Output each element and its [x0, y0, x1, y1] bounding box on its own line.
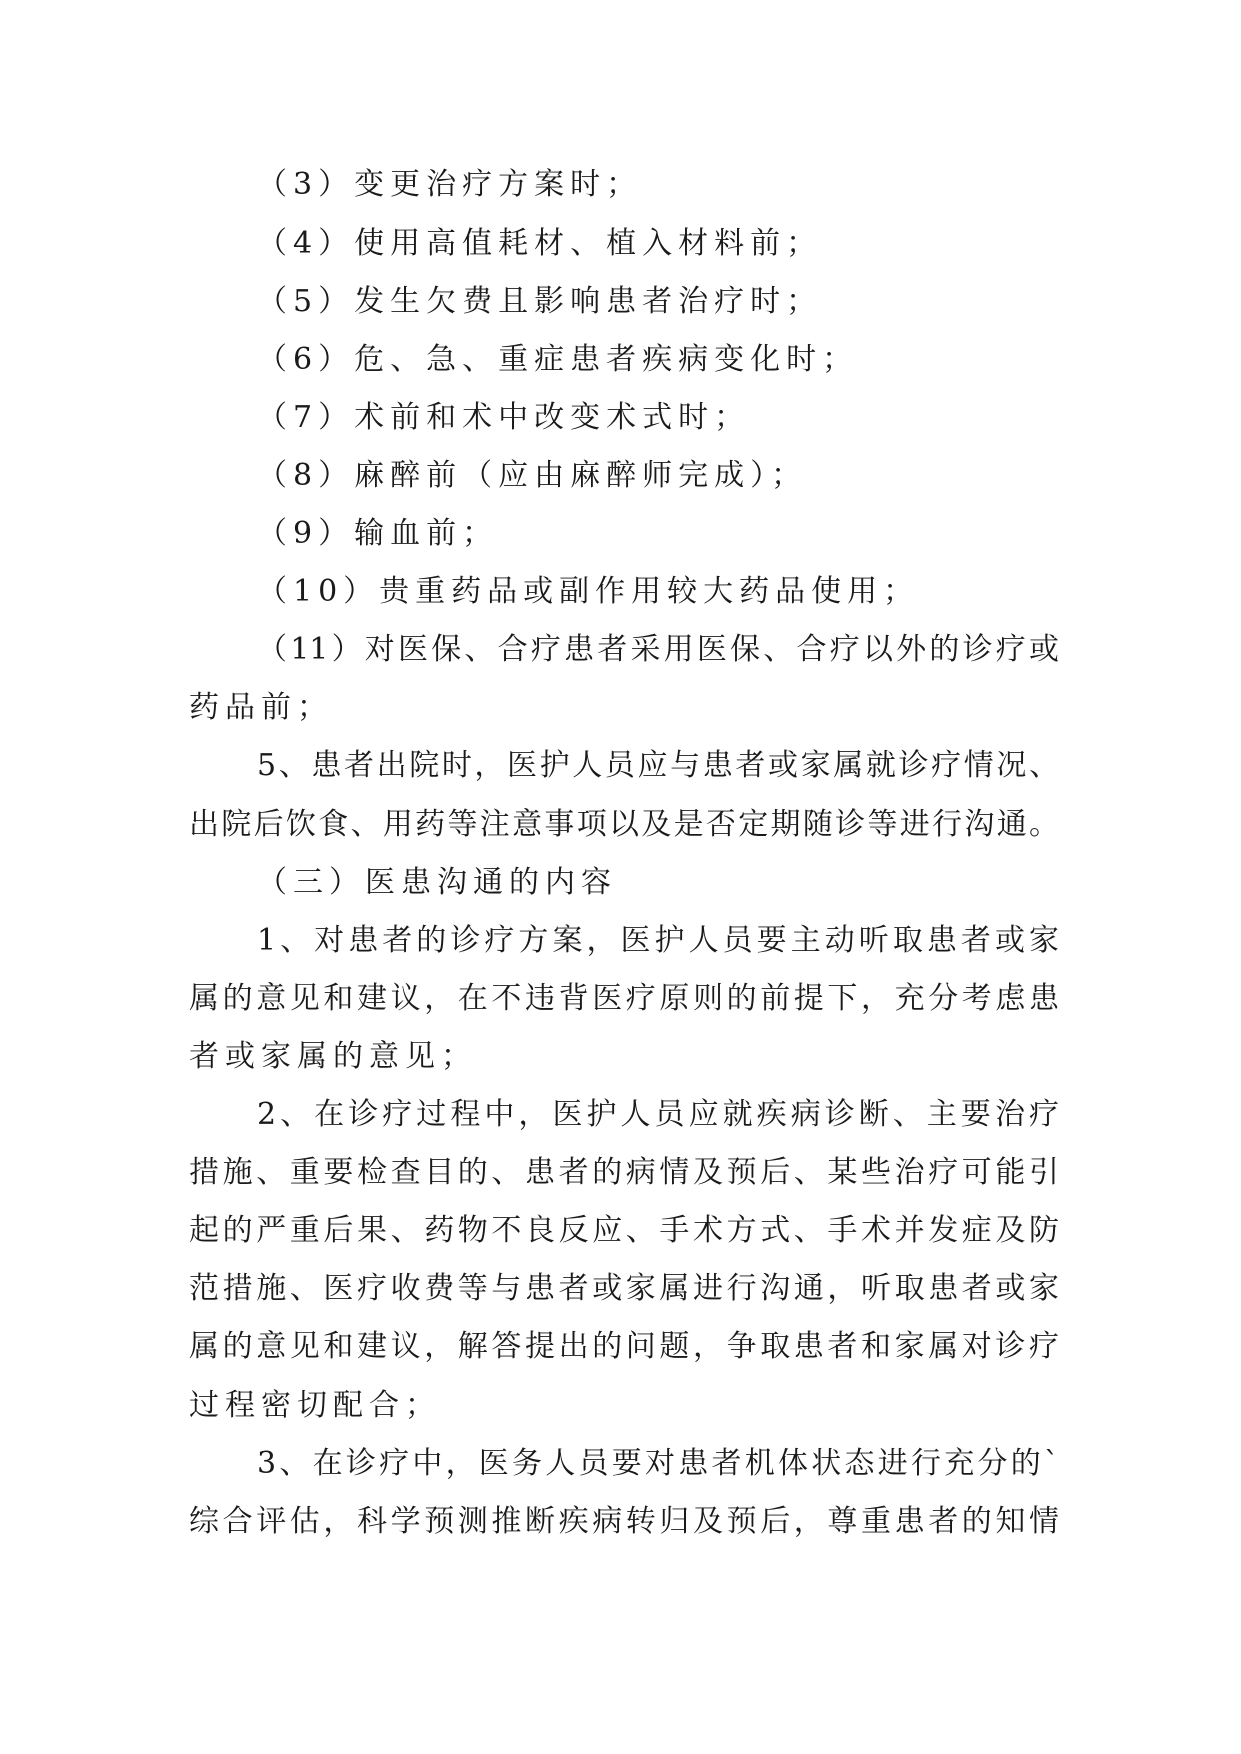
list-item-11: （11）对医保、合疗患者采用医保、合疗以外的诊疗或 — [257, 632, 1059, 667]
paragraph-2-line-1: 2、在诊疗过程中，医护人员应就疾病诊断、主要治疗 — [257, 1097, 1059, 1132]
paragraph-5-line-1: 5、患者出院时，医护人员应与患者或家属就诊疗情况、 — [257, 748, 1059, 783]
list-item-5: （5）发生欠费且影响患者治疗时； — [257, 284, 823, 319]
list-item-3: （3）变更治疗方案时； — [257, 167, 643, 202]
list-item-4: （4）使用高值耗材、植入材料前； — [257, 226, 823, 261]
list-item-7: （7）术前和术中改变术式时； — [257, 400, 751, 435]
list-item-9: （9）输血前； — [257, 516, 499, 551]
list-item-6: （6）危、急、重症患者疾病变化时； — [257, 342, 859, 377]
section-heading-3: （三）医患沟通的内容 — [257, 865, 617, 900]
paragraph-1-line-1: 1、对患者的诊疗方案，医护人员要主动听取患者或家 — [257, 923, 1059, 958]
list-item-8: （8）麻醉前（应由麻醉师完成）； — [257, 458, 808, 493]
paragraph-2-line-4: 范措施、医疗收费等与患者或家属进行沟通，听取患者或家 — [189, 1271, 1059, 1306]
paragraph-1-line-2: 属的意见和建议，在不违背医疗原则的前提下，充分考虑患 — [189, 981, 1059, 1016]
list-item-10: （10）贵重药品或副作用较大药品使用； — [257, 574, 920, 609]
paragraph-5-line-2: 出院后饮食、用药等注意事项以及是否定期随诊等进行沟通。 — [189, 807, 1059, 842]
paragraph-2-line-3: 起的严重后果、药物不良反应、手术方式、手术并发症及防 — [189, 1213, 1059, 1248]
paragraph-3-line-1: 3、在诊疗中，医务人员要对患者机体状态进行充分的` — [257, 1446, 1059, 1481]
paragraph-1-line-3: 者或家属的意见； — [189, 1039, 477, 1074]
paragraph-3-line-2: 综合评估，科学预测推断疾病转归及预后，尊重患者的知情 — [189, 1504, 1059, 1539]
paragraph-2-line-5: 属的意见和建议，解答提出的问题，争取患者和家属对诊疗 — [189, 1329, 1059, 1364]
paragraph-2-line-6: 过程密切配合； — [189, 1388, 441, 1423]
paragraph-2-line-2: 措施、重要检查目的、患者的病情及预后、某些治疗可能引 — [189, 1155, 1059, 1190]
list-item-11-continued: 药品前； — [189, 690, 333, 725]
